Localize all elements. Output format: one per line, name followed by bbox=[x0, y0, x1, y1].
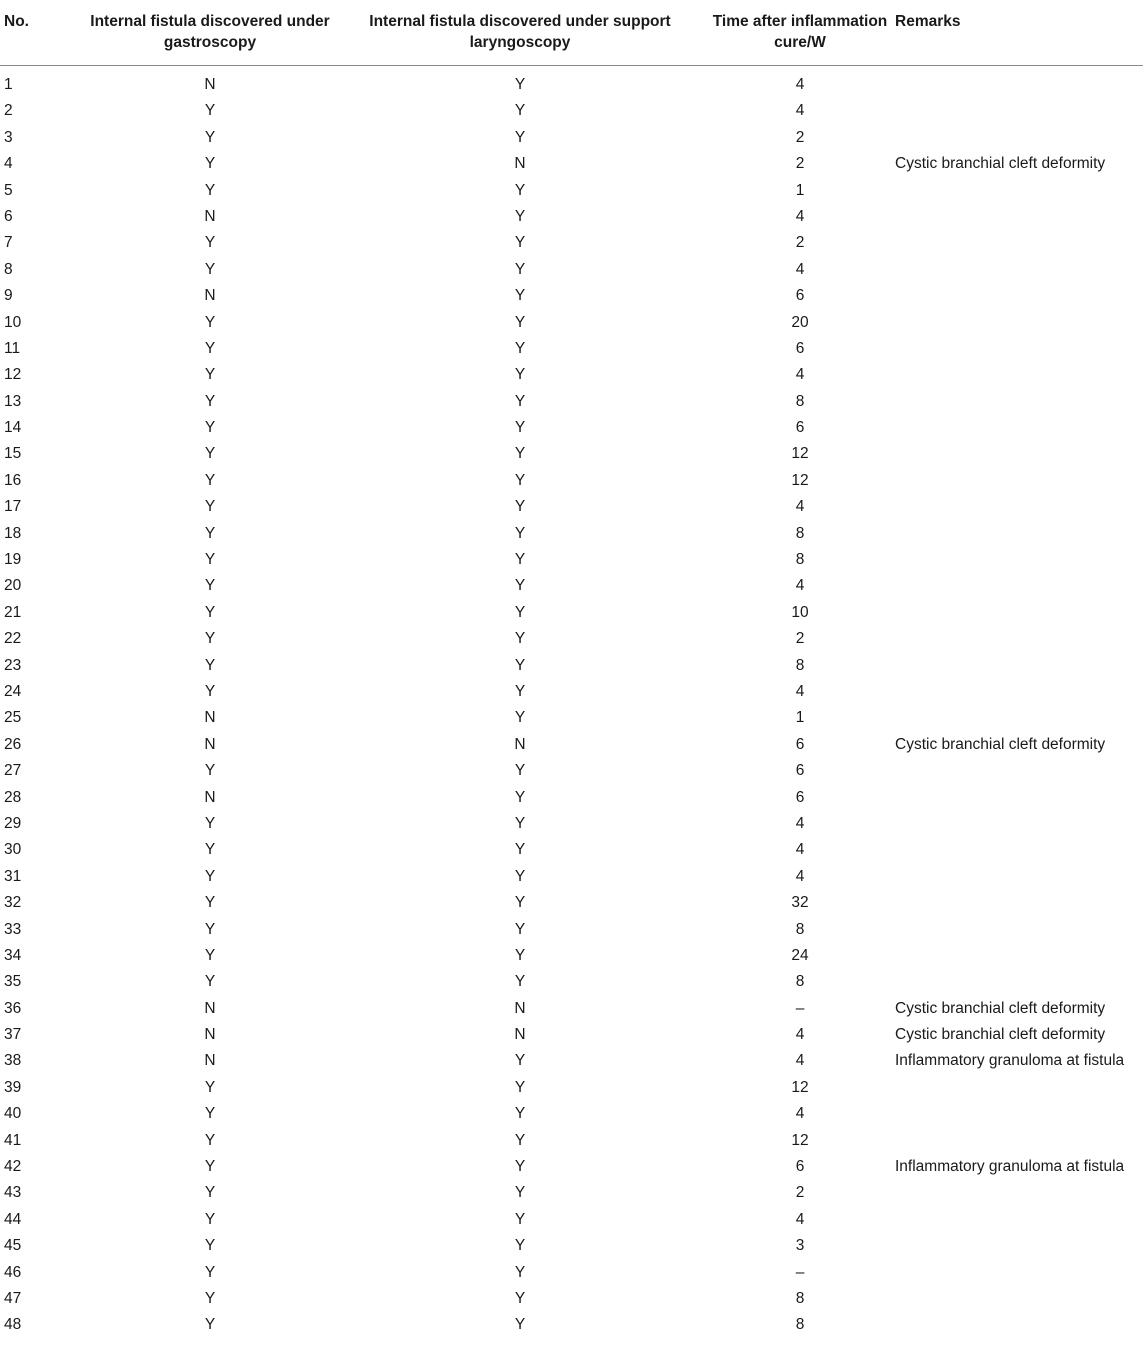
table-row bbox=[0, 178, 1143, 204]
cell-gastroscopy: Y bbox=[204, 1237, 216, 1255]
cell-time: 8 bbox=[795, 1316, 805, 1334]
cell-time: 6 bbox=[795, 287, 805, 305]
cell-no: 21 bbox=[4, 603, 22, 621]
cell-time: 8 bbox=[795, 551, 805, 569]
cell-remarks bbox=[890, 547, 1143, 573]
cell-remarks: Inflammatory granuloma at fistula bbox=[895, 1052, 1125, 1070]
cell-remarks bbox=[890, 1180, 1143, 1206]
table-row bbox=[0, 1022, 1143, 1048]
cell-remarks: Cystic branchial cleft deformity bbox=[895, 735, 1106, 753]
cell-no: 28 bbox=[4, 788, 22, 806]
cell-no: 26 bbox=[4, 735, 22, 753]
cell-remarks bbox=[890, 1312, 1143, 1338]
cell-laryngoscopy: Y bbox=[514, 788, 526, 806]
table-row bbox=[0, 257, 1143, 283]
cell-laryngoscopy: Y bbox=[514, 260, 526, 278]
table-row bbox=[0, 785, 1143, 811]
cell-gastroscopy: Y bbox=[204, 524, 216, 542]
cell-gastroscopy: Y bbox=[204, 128, 216, 146]
cell-laryngoscopy: Y bbox=[514, 709, 526, 727]
cell-no: 48 bbox=[4, 1316, 22, 1334]
cell-time: 1 bbox=[795, 181, 805, 199]
header-gastroscopy: Internal fistula discovered under gastroscopy bbox=[90, 0, 330, 66]
table-header bbox=[0, 0, 1143, 66]
cell-gastroscopy: Y bbox=[204, 894, 216, 912]
cell-time: 2 bbox=[795, 630, 805, 648]
cell-laryngoscopy: Y bbox=[514, 181, 526, 199]
cell-time: 4 bbox=[795, 1105, 805, 1123]
cell-gastroscopy: Y bbox=[204, 577, 216, 595]
cell-remarks bbox=[890, 890, 1143, 916]
cell-no: 31 bbox=[4, 867, 22, 885]
cell-laryngoscopy: Y bbox=[514, 419, 526, 437]
cell-gastroscopy: Y bbox=[204, 1289, 216, 1307]
table-row bbox=[0, 996, 1143, 1022]
cell-no: 44 bbox=[4, 1210, 22, 1228]
cell-time: 4 bbox=[795, 1026, 805, 1044]
cell-remarks bbox=[890, 66, 1143, 99]
table-row bbox=[0, 230, 1143, 256]
cell-laryngoscopy: Y bbox=[514, 128, 526, 146]
cell-no: 22 bbox=[4, 630, 22, 648]
cell-no: 4 bbox=[4, 155, 13, 173]
cell-laryngoscopy: Y bbox=[514, 102, 526, 120]
cell-gastroscopy: Y bbox=[204, 181, 216, 199]
cell-no: 10 bbox=[4, 313, 22, 331]
table-row bbox=[0, 732, 1143, 758]
cell-gastroscopy: Y bbox=[204, 313, 216, 331]
cell-gastroscopy: Y bbox=[204, 1184, 216, 1202]
cell-laryngoscopy: Y bbox=[514, 551, 526, 569]
cell-remarks bbox=[890, 415, 1143, 441]
cell-gastroscopy: Y bbox=[204, 419, 216, 437]
cell-no: 9 bbox=[4, 287, 13, 305]
table-row bbox=[0, 837, 1143, 863]
cell-time: 4 bbox=[795, 366, 805, 384]
cell-gastroscopy: N bbox=[204, 207, 216, 225]
cell-remarks: Cystic branchial cleft deformity bbox=[895, 155, 1106, 173]
cell-no: 30 bbox=[4, 841, 22, 859]
cell-time: – bbox=[795, 999, 805, 1017]
table-row bbox=[0, 758, 1143, 784]
cell-remarks bbox=[890, 230, 1143, 256]
cell-gastroscopy: N bbox=[204, 287, 216, 305]
cell-no: 14 bbox=[4, 419, 22, 437]
cell-gastroscopy: Y bbox=[204, 392, 216, 410]
table-body bbox=[0, 66, 1143, 1339]
cell-no: 7 bbox=[4, 234, 13, 252]
cell-remarks bbox=[890, 98, 1143, 124]
cell-laryngoscopy: N bbox=[514, 1026, 526, 1044]
cell-remarks bbox=[890, 362, 1143, 388]
cell-time: 2 bbox=[795, 1184, 805, 1202]
cell-gastroscopy: Y bbox=[204, 946, 216, 964]
cell-remarks: Cystic branchial cleft deformity bbox=[895, 1026, 1106, 1044]
table-row bbox=[0, 811, 1143, 837]
cell-remarks bbox=[890, 257, 1143, 283]
cell-gastroscopy: Y bbox=[204, 762, 216, 780]
cell-laryngoscopy: Y bbox=[514, 339, 526, 357]
cell-time: 12 bbox=[791, 1078, 809, 1096]
cell-laryngoscopy: Y bbox=[514, 392, 526, 410]
table-row bbox=[0, 1207, 1143, 1233]
cell-gastroscopy: N bbox=[204, 999, 216, 1017]
table-row bbox=[0, 653, 1143, 679]
cell-gastroscopy: Y bbox=[204, 1131, 216, 1149]
cell-remarks bbox=[890, 969, 1143, 995]
cell-gastroscopy: Y bbox=[204, 102, 216, 120]
table-row bbox=[0, 389, 1143, 415]
cell-remarks bbox=[890, 943, 1143, 969]
cell-laryngoscopy: N bbox=[514, 999, 526, 1017]
table-row bbox=[0, 547, 1143, 573]
table-row bbox=[0, 890, 1143, 916]
cell-gastroscopy: Y bbox=[204, 260, 216, 278]
cell-remarks bbox=[890, 626, 1143, 652]
cell-remarks bbox=[890, 864, 1143, 890]
cell-gastroscopy: Y bbox=[204, 867, 216, 885]
table-row bbox=[0, 1075, 1143, 1101]
cell-time: 4 bbox=[795, 1052, 805, 1070]
cell-no: 8 bbox=[4, 260, 13, 278]
cell-remarks bbox=[890, 600, 1143, 626]
cell-time: 4 bbox=[795, 577, 805, 595]
cell-no: 6 bbox=[4, 207, 13, 225]
cell-time: 6 bbox=[795, 419, 805, 437]
table-row bbox=[0, 204, 1143, 230]
cell-no: 29 bbox=[4, 814, 22, 832]
cell-no: 35 bbox=[4, 973, 22, 991]
cell-laryngoscopy: Y bbox=[514, 445, 526, 463]
table-row bbox=[0, 705, 1143, 731]
cell-laryngoscopy: Y bbox=[514, 287, 526, 305]
cell-no: 32 bbox=[4, 894, 22, 912]
cell-no: 36 bbox=[4, 999, 22, 1017]
cell-no: 12 bbox=[4, 366, 22, 384]
cell-remarks: Cystic branchial cleft deformity bbox=[895, 999, 1106, 1017]
cell-gastroscopy: Y bbox=[204, 155, 216, 173]
cell-laryngoscopy: Y bbox=[514, 234, 526, 252]
cell-no: 38 bbox=[4, 1052, 22, 1070]
cell-gastroscopy: N bbox=[204, 76, 216, 93]
cell-gastroscopy: Y bbox=[204, 471, 216, 489]
table-row bbox=[0, 969, 1143, 995]
table-row bbox=[0, 310, 1143, 336]
header-laryngoscopy: Internal fistula discovered under support laryngoscopy bbox=[330, 0, 710, 66]
cell-laryngoscopy: Y bbox=[514, 603, 526, 621]
cell-time: 24 bbox=[791, 946, 809, 964]
cell-time: 4 bbox=[795, 867, 805, 885]
cell-laryngoscopy: Y bbox=[514, 1263, 526, 1281]
cell-gastroscopy: Y bbox=[204, 841, 216, 859]
cell-no: 11 bbox=[4, 339, 21, 357]
cell-gastroscopy: N bbox=[204, 1052, 216, 1070]
cell-gastroscopy: N bbox=[204, 1026, 216, 1044]
cell-time: 6 bbox=[795, 1158, 805, 1176]
cell-gastroscopy: Y bbox=[204, 973, 216, 991]
cell-no: 45 bbox=[4, 1237, 22, 1255]
cell-gastroscopy: Y bbox=[204, 366, 216, 384]
cell-time: 6 bbox=[795, 735, 805, 753]
cell-time: 4 bbox=[795, 1210, 805, 1228]
cell-no: 1 bbox=[4, 76, 13, 93]
table-row bbox=[0, 468, 1143, 494]
table-row bbox=[0, 1048, 1143, 1074]
cell-laryngoscopy: Y bbox=[514, 946, 526, 964]
cell-gastroscopy: Y bbox=[204, 920, 216, 938]
cell-time: 12 bbox=[791, 1131, 809, 1149]
table-row bbox=[0, 521, 1143, 547]
cell-time: 4 bbox=[795, 498, 805, 516]
cell-remarks bbox=[890, 705, 1143, 731]
cell-no: 17 bbox=[4, 498, 22, 516]
cell-no: 42 bbox=[4, 1158, 22, 1176]
cell-time: 2 bbox=[795, 128, 805, 146]
cell-laryngoscopy: Y bbox=[514, 524, 526, 542]
cell-gastroscopy: N bbox=[204, 709, 216, 727]
cell-no: 18 bbox=[4, 524, 22, 542]
cell-time: 6 bbox=[795, 788, 805, 806]
cell-remarks bbox=[890, 837, 1143, 863]
cell-gastroscopy: N bbox=[204, 788, 216, 806]
cell-time: 4 bbox=[795, 814, 805, 832]
cell-no: 23 bbox=[4, 656, 22, 674]
cell-no: 5 bbox=[4, 181, 13, 199]
cell-gastroscopy: Y bbox=[204, 682, 216, 700]
table-row bbox=[0, 1154, 1143, 1180]
cell-time: 8 bbox=[795, 656, 805, 674]
cell-laryngoscopy: Y bbox=[514, 1052, 526, 1070]
cell-laryngoscopy: Y bbox=[514, 682, 526, 700]
cell-time: 8 bbox=[795, 1289, 805, 1307]
cell-laryngoscopy: Y bbox=[514, 1131, 526, 1149]
cell-time: 4 bbox=[795, 260, 805, 278]
cell-gastroscopy: Y bbox=[204, 551, 216, 569]
table-row bbox=[0, 600, 1143, 626]
cell-remarks: Inflammatory granuloma at fistula bbox=[895, 1158, 1125, 1176]
cell-no: 2 bbox=[4, 102, 13, 120]
cell-no: 34 bbox=[4, 946, 22, 964]
cell-laryngoscopy: Y bbox=[514, 762, 526, 780]
cell-no: 37 bbox=[4, 1026, 22, 1044]
table-row bbox=[0, 283, 1143, 309]
cell-time: 12 bbox=[791, 471, 809, 489]
cell-laryngoscopy: Y bbox=[514, 656, 526, 674]
cell-no: 39 bbox=[4, 1078, 22, 1096]
cell-time: 6 bbox=[795, 339, 805, 357]
cell-time: 3 bbox=[795, 1237, 805, 1255]
cell-time: 2 bbox=[795, 155, 805, 173]
cell-time: 12 bbox=[791, 445, 809, 463]
cell-time: 4 bbox=[795, 102, 805, 120]
table-row bbox=[0, 98, 1143, 124]
cell-time: 6 bbox=[795, 762, 805, 780]
cell-no: 40 bbox=[4, 1105, 22, 1123]
header-time: Time after inflammation cure/W bbox=[710, 0, 890, 66]
cell-remarks bbox=[890, 283, 1143, 309]
cell-no: 3 bbox=[4, 128, 13, 146]
cell-laryngoscopy: Y bbox=[514, 1184, 526, 1202]
cell-laryngoscopy: Y bbox=[514, 498, 526, 516]
cell-laryngoscopy: Y bbox=[514, 630, 526, 648]
cell-time: 4 bbox=[795, 207, 805, 225]
cell-remarks bbox=[890, 336, 1143, 362]
cell-remarks bbox=[890, 573, 1143, 599]
cell-gastroscopy: Y bbox=[204, 630, 216, 648]
table-row bbox=[0, 66, 1143, 99]
table-row bbox=[0, 1260, 1143, 1286]
cell-remarks bbox=[890, 653, 1143, 679]
cell-no: 43 bbox=[4, 1184, 22, 1202]
cell-gastroscopy: Y bbox=[204, 498, 216, 516]
table-row bbox=[0, 362, 1143, 388]
cell-remarks bbox=[890, 811, 1143, 837]
cell-remarks bbox=[890, 468, 1143, 494]
cell-gastroscopy: Y bbox=[204, 656, 216, 674]
cell-time: 8 bbox=[795, 920, 805, 938]
cell-laryngoscopy: Y bbox=[514, 1158, 526, 1176]
header-row bbox=[0, 0, 1143, 66]
cell-laryngoscopy: Y bbox=[514, 920, 526, 938]
cell-time: 8 bbox=[795, 973, 805, 991]
cell-laryngoscopy: Y bbox=[514, 1237, 526, 1255]
table-row bbox=[0, 917, 1143, 943]
cell-laryngoscopy: Y bbox=[514, 313, 526, 331]
cell-remarks bbox=[890, 494, 1143, 520]
cell-laryngoscopy: Y bbox=[514, 1316, 526, 1334]
cell-laryngoscopy: Y bbox=[514, 841, 526, 859]
cell-gastroscopy: Y bbox=[204, 1263, 216, 1281]
cell-remarks bbox=[890, 758, 1143, 784]
cell-remarks bbox=[890, 1286, 1143, 1312]
cell-gastroscopy: N bbox=[204, 735, 216, 753]
table-row bbox=[0, 441, 1143, 467]
cell-time: 20 bbox=[791, 313, 809, 331]
cell-remarks bbox=[890, 310, 1143, 336]
cell-remarks bbox=[890, 521, 1143, 547]
cell-time: 4 bbox=[795, 682, 805, 700]
table-row bbox=[0, 415, 1143, 441]
cell-time: 8 bbox=[795, 524, 805, 542]
table-row bbox=[0, 626, 1143, 652]
cell-laryngoscopy: Y bbox=[514, 1105, 526, 1123]
cell-time: 8 bbox=[795, 392, 805, 410]
cell-remarks bbox=[890, 441, 1143, 467]
cell-remarks bbox=[890, 1260, 1143, 1286]
cell-gastroscopy: Y bbox=[204, 445, 216, 463]
cell-remarks bbox=[890, 917, 1143, 943]
cell-no: 13 bbox=[4, 392, 22, 410]
cell-no: 20 bbox=[4, 577, 22, 595]
cell-time: 2 bbox=[795, 234, 805, 252]
cell-no: 24 bbox=[4, 682, 22, 700]
cell-no: 33 bbox=[4, 920, 22, 938]
cell-gastroscopy: Y bbox=[204, 339, 216, 357]
cell-laryngoscopy: Y bbox=[514, 814, 526, 832]
cell-no: 25 bbox=[4, 709, 22, 727]
table-row bbox=[0, 679, 1143, 705]
cell-time: 10 bbox=[791, 603, 809, 621]
cell-gastroscopy: Y bbox=[204, 1316, 216, 1334]
cell-gastroscopy: Y bbox=[204, 814, 216, 832]
cell-remarks bbox=[890, 785, 1143, 811]
cell-laryngoscopy: N bbox=[514, 735, 526, 753]
cell-no: 27 bbox=[4, 762, 22, 780]
cell-no: 47 bbox=[4, 1289, 22, 1307]
cell-time: 1 bbox=[795, 709, 805, 727]
cell-laryngoscopy: N bbox=[514, 155, 526, 173]
cell-remarks bbox=[890, 1075, 1143, 1101]
cell-laryngoscopy: Y bbox=[514, 1210, 526, 1228]
cell-laryngoscopy: Y bbox=[514, 867, 526, 885]
header-remarks: Remarks bbox=[890, 0, 1143, 66]
cell-no: 46 bbox=[4, 1263, 22, 1281]
cell-remarks bbox=[890, 1233, 1143, 1259]
header-no: No. bbox=[0, 0, 90, 66]
cell-remarks bbox=[890, 389, 1143, 415]
cell-laryngoscopy: Y bbox=[514, 471, 526, 489]
cell-remarks bbox=[890, 1128, 1143, 1154]
cell-no: 15 bbox=[4, 445, 22, 463]
cell-time: 32 bbox=[791, 894, 809, 912]
table-row bbox=[0, 1101, 1143, 1127]
table-row bbox=[0, 151, 1143, 177]
cell-remarks bbox=[890, 679, 1143, 705]
cell-gastroscopy: Y bbox=[204, 1210, 216, 1228]
table-row bbox=[0, 573, 1143, 599]
table-row bbox=[0, 1128, 1143, 1154]
cell-gastroscopy: Y bbox=[204, 1158, 216, 1176]
cell-remarks bbox=[890, 204, 1143, 230]
cell-gastroscopy: Y bbox=[204, 1078, 216, 1096]
cell-laryngoscopy: Y bbox=[514, 973, 526, 991]
cell-time: 4 bbox=[795, 841, 805, 859]
cell-laryngoscopy: Y bbox=[514, 366, 526, 384]
cell-remarks bbox=[890, 125, 1143, 151]
table-row bbox=[0, 494, 1143, 520]
cell-no: 41 bbox=[4, 1131, 22, 1149]
cell-laryngoscopy: Y bbox=[514, 1078, 526, 1096]
cell-time: – bbox=[795, 1263, 805, 1281]
table-row bbox=[0, 1233, 1143, 1259]
cell-no: 16 bbox=[4, 471, 22, 489]
table-row bbox=[0, 125, 1143, 151]
cell-gastroscopy: Y bbox=[204, 234, 216, 252]
cell-laryngoscopy: Y bbox=[514, 207, 526, 225]
cell-laryngoscopy: Y bbox=[514, 76, 526, 93]
cell-gastroscopy: Y bbox=[204, 1105, 216, 1123]
cell-gastroscopy: Y bbox=[204, 603, 216, 621]
cell-laryngoscopy: Y bbox=[514, 1289, 526, 1307]
cell-laryngoscopy: Y bbox=[514, 577, 526, 595]
table-row bbox=[0, 1180, 1143, 1206]
table-row bbox=[0, 864, 1143, 890]
cell-laryngoscopy: Y bbox=[514, 894, 526, 912]
table-row bbox=[0, 1312, 1143, 1338]
cell-time: 4 bbox=[795, 76, 805, 93]
cell-remarks bbox=[890, 178, 1143, 204]
cell-no: 19 bbox=[4, 551, 22, 569]
table-row bbox=[0, 1286, 1143, 1312]
table-row bbox=[0, 336, 1143, 362]
table-row bbox=[0, 943, 1143, 969]
cell-remarks bbox=[890, 1101, 1143, 1127]
cell-remarks bbox=[890, 1207, 1143, 1233]
